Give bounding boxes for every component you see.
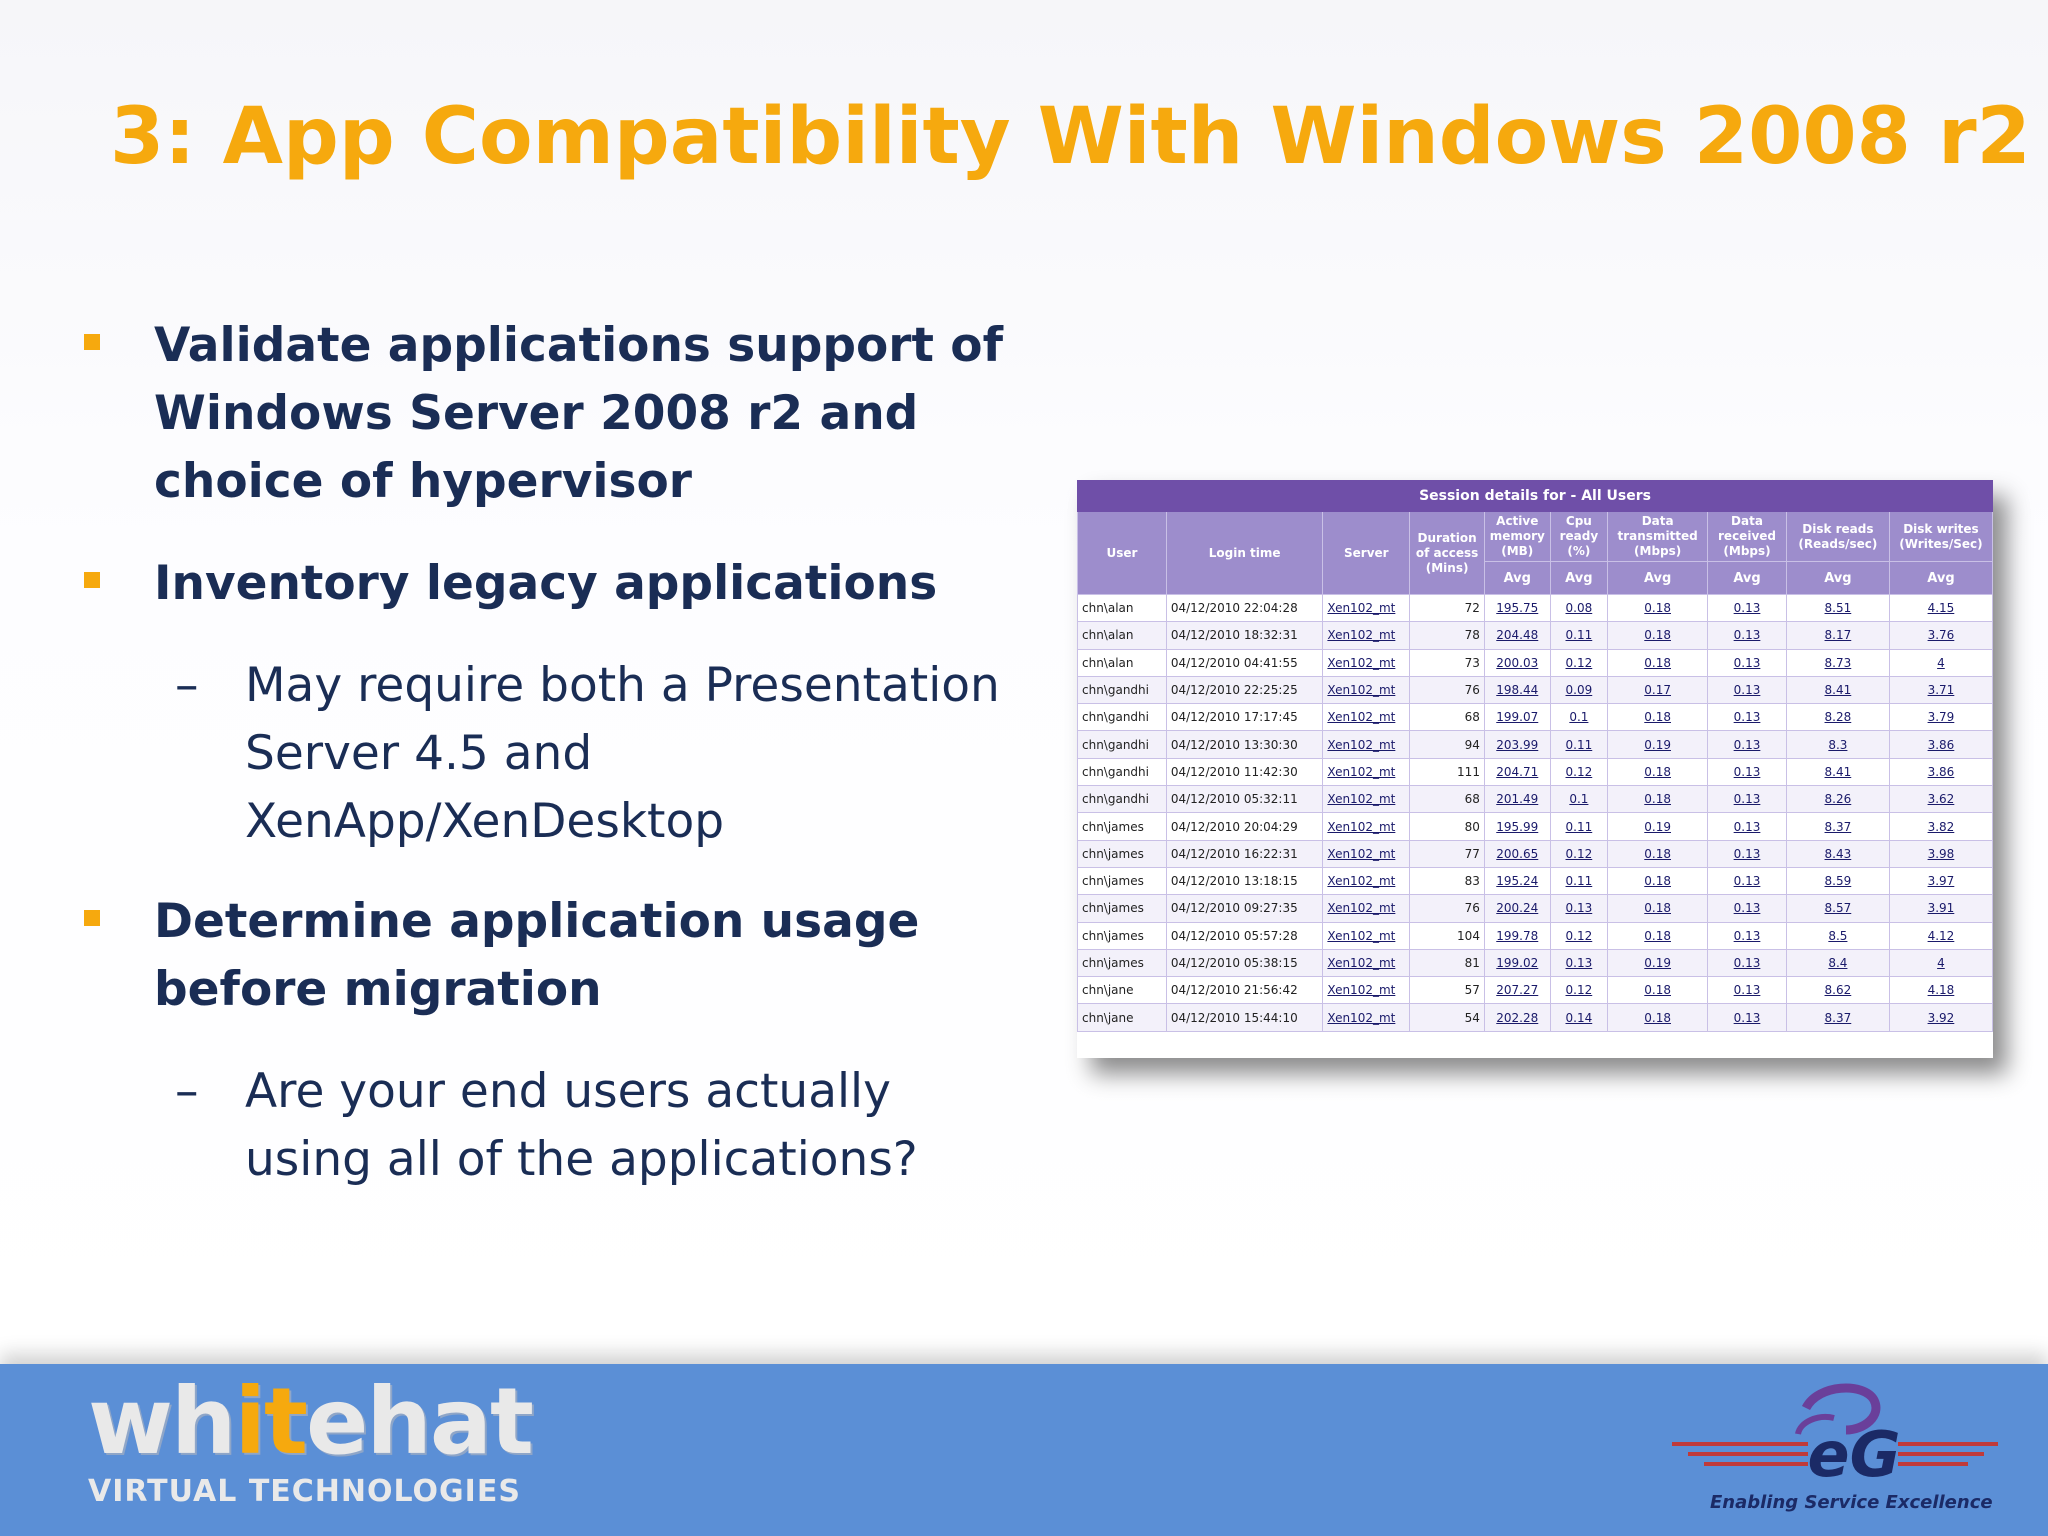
session-details-table — [1077, 480, 1993, 1032]
metric-link[interactable]: 0.14 — [1550, 1004, 1608, 1031]
table-cell: chn\gandhi — [1078, 758, 1167, 785]
metric-link[interactable]: 8.41 — [1786, 758, 1889, 785]
sub-bullet-text: May require both a Presentation Server 4.5 and XenApp/XenDesktop — [245, 658, 1000, 849]
metric-link[interactable]: 8.4 — [1786, 949, 1889, 976]
server-link[interactable]: Xen102_mt — [1323, 758, 1410, 785]
metric-link[interactable]: 0.13 — [1708, 922, 1787, 949]
table-cell: 54 — [1410, 1004, 1485, 1031]
server-link[interactable]: Xen102_mt — [1323, 786, 1410, 813]
column-header: Disk reads (Reads/sec) — [1786, 512, 1889, 562]
metric-link[interactable]: 200.65 — [1484, 840, 1550, 867]
table-cell: chn\gandhi — [1078, 704, 1167, 731]
metric-link[interactable]: 8.37 — [1786, 813, 1889, 840]
table-cell: chn\james — [1078, 813, 1167, 840]
metric-link[interactable]: 0.13 — [1708, 595, 1787, 622]
table-cell: 04/12/2010 20:04:29 — [1166, 813, 1323, 840]
dash-icon: – — [175, 1064, 199, 1119]
metric-link[interactable]: 3.76 — [1889, 622, 1992, 649]
table-row — [1078, 786, 1993, 813]
metric-link[interactable]: 8.37 — [1786, 1004, 1889, 1031]
metric-link[interactable]: 0.13 — [1550, 949, 1608, 976]
metric-link[interactable]: 0.12 — [1550, 649, 1608, 676]
metric-link[interactable]: 8.62 — [1786, 977, 1889, 1004]
table-cell: 04/12/2010 13:18:15 — [1166, 867, 1323, 894]
table-cell: chn\alan — [1078, 622, 1167, 649]
server-link[interactable]: Xen102_mt — [1323, 895, 1410, 922]
server-link[interactable]: Xen102_mt — [1323, 922, 1410, 949]
table-cell: chn\james — [1078, 949, 1167, 976]
eg-tagline: Enabling Service Excellence — [1710, 1492, 1993, 1513]
table-row — [1078, 895, 1993, 922]
metric-link[interactable]: 0.13 — [1708, 731, 1787, 758]
metric-link[interactable]: 0.13 — [1708, 949, 1787, 976]
table-cell: 68 — [1410, 704, 1485, 731]
metric-link[interactable]: 3.79 — [1889, 704, 1992, 731]
column-header: Duration of access (Mins) — [1410, 512, 1485, 595]
whitehat-subtitle: VIRTUAL TECHNOLOGIES — [88, 1474, 521, 1509]
metric-link[interactable]: 0.18 — [1608, 622, 1708, 649]
column-header: Data received (Mbps) — [1708, 512, 1787, 562]
server-link[interactable]: Xen102_mt — [1323, 1004, 1410, 1031]
metric-link[interactable]: 0.13 — [1708, 895, 1787, 922]
metric-link[interactable]: 4.15 — [1889, 595, 1992, 622]
table-cell: 04/12/2010 22:25:25 — [1166, 676, 1323, 703]
column-header: Data transmitted (Mbps) — [1608, 512, 1708, 562]
table-cell: 83 — [1410, 867, 1485, 894]
metric-link[interactable]: 3.92 — [1889, 1004, 1992, 1031]
session-details-screenshot — [1077, 480, 1993, 1058]
table-cell: 77 — [1410, 840, 1485, 867]
metric-link[interactable]: 8.3 — [1786, 731, 1889, 758]
column-header: Server — [1323, 512, 1410, 595]
table-cell: 73 — [1410, 649, 1485, 676]
metric-link[interactable]: 0.13 — [1708, 813, 1787, 840]
table-cell: chn\jane — [1078, 1004, 1167, 1031]
metric-link[interactable]: 195.99 — [1484, 813, 1550, 840]
metric-link[interactable]: 0.18 — [1608, 786, 1708, 813]
metric-link[interactable]: 0.18 — [1608, 649, 1708, 676]
table-cell: chn\james — [1078, 867, 1167, 894]
table-cell: chn\jane — [1078, 977, 1167, 1004]
metric-link[interactable]: 0.12 — [1550, 758, 1608, 785]
metric-link[interactable]: 8.28 — [1786, 704, 1889, 731]
metric-link[interactable]: 0.13 — [1708, 786, 1787, 813]
table-body — [1078, 595, 1993, 1032]
table-cell: chn\james — [1078, 840, 1167, 867]
metric-link[interactable]: 0.18 — [1608, 922, 1708, 949]
whitehat-wordmark: whitehat — [88, 1368, 532, 1475]
metric-link[interactable]: 8.43 — [1786, 840, 1889, 867]
metric-link[interactable]: 201.49 — [1484, 786, 1550, 813]
server-link[interactable]: Xen102_mt — [1323, 622, 1410, 649]
metric-link[interactable]: 195.24 — [1484, 867, 1550, 894]
bullet-text: Inventory legacy applications — [154, 556, 938, 611]
metric-link[interactable]: 0.17 — [1608, 676, 1708, 703]
table-cell: 04/12/2010 11:42:30 — [1166, 758, 1323, 785]
server-link[interactable]: Xen102_mt — [1323, 840, 1410, 867]
table-cell: 04/12/2010 05:38:15 — [1166, 949, 1323, 976]
metric-link[interactable]: 8.57 — [1786, 895, 1889, 922]
metric-link[interactable]: 0.13 — [1708, 840, 1787, 867]
table-cell: 76 — [1410, 895, 1485, 922]
server-link[interactable]: Xen102_mt — [1323, 977, 1410, 1004]
server-link[interactable]: Xen102_mt — [1323, 704, 1410, 731]
metric-link[interactable]: 0.18 — [1608, 977, 1708, 1004]
metric-link[interactable]: 198.44 — [1484, 676, 1550, 703]
table-header-row — [1078, 512, 1993, 562]
eg-logo — [1668, 1378, 2008, 1528]
metric-link[interactable]: 0.13 — [1708, 622, 1787, 649]
metric-link[interactable]: 8.5 — [1786, 922, 1889, 949]
dash-icon: – — [175, 658, 199, 713]
server-link[interactable]: Xen102_mt — [1323, 867, 1410, 894]
metric-link[interactable]: 0.11 — [1550, 731, 1608, 758]
metric-link[interactable]: 0.12 — [1550, 922, 1608, 949]
metric-link[interactable]: 8.59 — [1786, 867, 1889, 894]
metric-link[interactable]: 0.13 — [1708, 649, 1787, 676]
slide-title: 3: App Compatibility With Windows 2008 r2 — [110, 92, 2031, 182]
metric-link[interactable]: 3.91 — [1889, 895, 1992, 922]
metric-link[interactable]: 202.28 — [1484, 1004, 1550, 1031]
metric-link[interactable]: 0.12 — [1550, 840, 1608, 867]
whitehat-logo — [88, 1368, 532, 1522]
metric-link[interactable]: 0.13 — [1708, 1004, 1787, 1031]
table-cell: 04/12/2010 18:32:31 — [1166, 622, 1323, 649]
metric-link[interactable]: 3.98 — [1889, 840, 1992, 867]
metric-link[interactable]: 0.19 — [1608, 731, 1708, 758]
bullet-text: Determine application usage before migration — [154, 894, 920, 1017]
table-row — [1078, 840, 1993, 867]
metric-link[interactable]: 200.03 — [1484, 649, 1550, 676]
server-link[interactable]: Xen102_mt — [1323, 676, 1410, 703]
avg-label: Avg — [1786, 562, 1889, 595]
metric-link[interactable]: 4 — [1889, 649, 1992, 676]
table-cell: 68 — [1410, 786, 1485, 813]
metric-link[interactable]: 4.18 — [1889, 977, 1992, 1004]
table-cell: 04/12/2010 09:27:35 — [1166, 895, 1323, 922]
table-row — [1078, 595, 1993, 622]
table-row — [1078, 704, 1993, 731]
metric-link[interactable]: 204.71 — [1484, 758, 1550, 785]
metric-link[interactable]: 0.11 — [1550, 622, 1608, 649]
avg-label: Avg — [1708, 562, 1787, 595]
metric-link[interactable]: 0.18 — [1608, 867, 1708, 894]
table-row — [1078, 922, 1993, 949]
metric-link[interactable]: 204.48 — [1484, 622, 1550, 649]
metric-link[interactable]: 0.18 — [1608, 840, 1708, 867]
metric-link[interactable]: 199.78 — [1484, 922, 1550, 949]
column-header: Cpu ready (%) — [1550, 512, 1608, 562]
table-row — [1078, 977, 1993, 1004]
metric-link[interactable]: 0.1 — [1550, 704, 1608, 731]
table-cell: chn\james — [1078, 922, 1167, 949]
metric-link[interactable]: 8.41 — [1786, 676, 1889, 703]
table-cell: 04/12/2010 05:57:28 — [1166, 922, 1323, 949]
table-cell: 04/12/2010 17:17:45 — [1166, 704, 1323, 731]
metric-link[interactable]: 207.27 — [1484, 977, 1550, 1004]
table-cell: 94 — [1410, 731, 1485, 758]
table-cell: 80 — [1410, 813, 1485, 840]
sub-bullet-item — [70, 652, 1030, 856]
table-cell: chn\gandhi — [1078, 731, 1167, 758]
table-cell: chn\alan — [1078, 649, 1167, 676]
table-cell: 04/12/2010 15:44:10 — [1166, 1004, 1323, 1031]
table-cell: 04/12/2010 05:32:11 — [1166, 786, 1323, 813]
metric-link[interactable]: 0.11 — [1550, 813, 1608, 840]
bullet-square-icon — [84, 572, 100, 588]
table-cell: chn\gandhi — [1078, 786, 1167, 813]
column-header: User — [1078, 512, 1167, 595]
table-row — [1078, 731, 1993, 758]
metric-link[interactable]: 3.86 — [1889, 758, 1992, 785]
table-cell: 72 — [1410, 595, 1485, 622]
table-caption: Session details for - All Users — [1078, 481, 1993, 512]
avg-label: Avg — [1484, 562, 1550, 595]
metric-link[interactable]: 3.86 — [1889, 731, 1992, 758]
bullet-item — [70, 550, 1030, 618]
bullet-square-icon — [84, 334, 100, 350]
table-row — [1078, 1004, 1993, 1031]
svg-text:eG: eG — [1807, 1418, 1901, 1491]
server-link[interactable]: Xen102_mt — [1323, 813, 1410, 840]
table-cell: 04/12/2010 21:56:42 — [1166, 977, 1323, 1004]
metric-link[interactable]: 195.75 — [1484, 595, 1550, 622]
table-cell: 57 — [1410, 977, 1485, 1004]
table-row — [1078, 622, 1993, 649]
metric-link[interactable]: 4.12 — [1889, 922, 1992, 949]
table-cell: 04/12/2010 04:41:55 — [1166, 649, 1323, 676]
metric-link[interactable]: 0.12 — [1550, 977, 1608, 1004]
avg-label: Avg — [1550, 562, 1608, 595]
metric-link[interactable]: 0.18 — [1608, 704, 1708, 731]
metric-link[interactable]: 0.13 — [1708, 704, 1787, 731]
metric-link[interactable]: 3.82 — [1889, 813, 1992, 840]
metric-link[interactable]: 0.13 — [1708, 977, 1787, 1004]
table-cell: 78 — [1410, 622, 1485, 649]
table-cell: 104 — [1410, 922, 1485, 949]
table-cell: 76 — [1410, 676, 1485, 703]
table-cell: 04/12/2010 22:04:28 — [1166, 595, 1323, 622]
metric-link[interactable]: 0.13 — [1708, 867, 1787, 894]
table-cell: chn\alan — [1078, 595, 1167, 622]
table-row — [1078, 949, 1993, 976]
metric-link[interactable]: 0.1 — [1550, 786, 1608, 813]
avg-label: Avg — [1889, 562, 1992, 595]
table-row — [1078, 813, 1993, 840]
server-link[interactable]: Xen102_mt — [1323, 949, 1410, 976]
metric-link[interactable]: 203.99 — [1484, 731, 1550, 758]
table-cell: chn\gandhi — [1078, 676, 1167, 703]
metric-link[interactable]: 0.18 — [1608, 1004, 1708, 1031]
metric-link[interactable]: 0.09 — [1550, 676, 1608, 703]
metric-link[interactable]: 3.71 — [1889, 676, 1992, 703]
metric-link[interactable]: 0.13 — [1708, 758, 1787, 785]
bullet-list — [70, 312, 1030, 1226]
server-link[interactable]: Xen102_mt — [1323, 595, 1410, 622]
column-header: Login time — [1166, 512, 1323, 595]
metric-link[interactable]: 0.19 — [1608, 813, 1708, 840]
table-cell: chn\james — [1078, 895, 1167, 922]
bullet-square-icon — [84, 910, 100, 926]
metric-link[interactable]: 199.07 — [1484, 704, 1550, 731]
table-cell: 04/12/2010 16:22:31 — [1166, 840, 1323, 867]
metric-link[interactable]: 8.73 — [1786, 649, 1889, 676]
sub-bullet-item — [70, 1058, 1030, 1194]
metric-link[interactable]: 0.18 — [1608, 758, 1708, 785]
metric-link[interactable]: 0.18 — [1608, 595, 1708, 622]
table-row — [1078, 649, 1993, 676]
bullet-item — [70, 888, 1030, 1024]
table-cell: 04/12/2010 13:30:30 — [1166, 731, 1323, 758]
metric-link[interactable]: 8.51 — [1786, 595, 1889, 622]
metric-link[interactable]: 0.08 — [1550, 595, 1608, 622]
metric-link[interactable]: 3.97 — [1889, 867, 1992, 894]
table-cell: 111 — [1410, 758, 1485, 785]
metric-link[interactable]: 3.62 — [1889, 786, 1992, 813]
metric-link[interactable]: 0.19 — [1608, 949, 1708, 976]
metric-link[interactable]: 0.13 — [1708, 676, 1787, 703]
bullet-item — [70, 312, 1030, 516]
metric-link[interactable]: 200.24 — [1484, 895, 1550, 922]
column-header: Active memory (MB) — [1484, 512, 1550, 562]
sub-bullet-text: Are your end users actually using all of the applications? — [245, 1064, 918, 1187]
table-cell: 81 — [1410, 949, 1485, 976]
metric-link[interactable]: 199.02 — [1484, 949, 1550, 976]
column-header: Disk writes (Writes/Sec) — [1889, 512, 1992, 562]
table-row — [1078, 676, 1993, 703]
metric-link[interactable]: 0.18 — [1608, 895, 1708, 922]
metric-link[interactable]: 8.26 — [1786, 786, 1889, 813]
server-link[interactable]: Xen102_mt — [1323, 731, 1410, 758]
table-row — [1078, 867, 1993, 894]
metric-link[interactable]: 0.13 — [1550, 895, 1608, 922]
avg-label: Avg — [1608, 562, 1708, 595]
bullet-text: Validate applications support of Windows Server 2008 r2 and choice of hypervisor — [154, 318, 1004, 509]
metric-link[interactable]: 0.11 — [1550, 867, 1608, 894]
metric-link[interactable]: 4 — [1889, 949, 1992, 976]
table-row — [1078, 758, 1993, 785]
metric-link[interactable]: 8.17 — [1786, 622, 1889, 649]
server-link[interactable]: Xen102_mt — [1323, 649, 1410, 676]
